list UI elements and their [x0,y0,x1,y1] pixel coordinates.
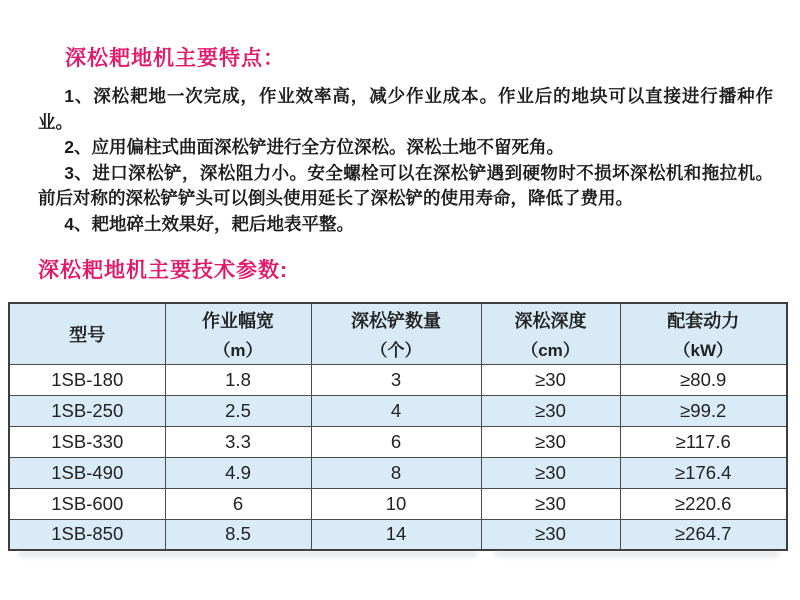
header-cell-power [620,303,787,364]
cell-model: 1SB-490 [9,457,165,488]
header-title: 深松铲数量 [351,310,441,331]
cell-count: 14 [311,519,481,550]
cell-width: 1.8 [165,364,311,395]
header-unit: （m） [213,340,263,360]
table-row [9,488,787,519]
cell-width: 4.9 [165,457,311,488]
header-cell-width [165,303,311,364]
feature-item-3: 3、进口深松铲，深松阻力小。安全螺栓可以在深松铲遇到硬物时不损坏深松机和拖拉机。前后对称的深松铲铲头可以倒头使用延长了深松铲的使用寿命，降低了费用。 [38,162,773,208]
features-paragraphs [38,84,773,237]
cell-model: 1SB-330 [9,426,165,457]
cell-width: 3.3 [165,426,311,457]
header-title: 作业幅宽 [202,310,274,331]
feature-item-4: 4、耙地碎土效果好，耙后地表平整。 [64,213,354,234]
table-row [9,364,787,395]
header-cell-model [9,303,165,364]
cell-count: 3 [311,364,481,395]
cell-power: ≥117.6 [620,426,787,457]
cell-width: 8.5 [165,519,311,550]
cell-model: 1SB-850 [9,519,165,550]
cell-depth: ≥30 [481,519,620,550]
cell-width: 6 [165,488,311,519]
table-row [9,519,787,550]
table-row [9,457,787,488]
header-row [9,303,787,364]
header-title: 深松深度 [514,310,587,331]
header-unit: （个） [370,340,422,360]
feature-item-1: 1、深松耙地一次完成，作业效率高，减少作业成本。作业后的地块可以直接进行播种作业。 [38,86,773,132]
table-row [9,395,787,426]
feature-item-2: 2、应用偏柱式曲面深松铲进行全方位深松。深松土地不留死角。 [64,137,564,157]
cell-model: 1SB-250 [9,395,165,426]
cell-model: 1SB-180 [9,364,165,395]
cell-power: ≥176.4 [620,457,787,488]
specs-heading: 深松耙地机主要技术参数: [38,259,288,282]
cell-power: ≥220.6 [620,488,787,519]
header-title: 型号 [69,324,106,345]
cell-width: 2.5 [165,395,311,426]
header-unit: （cm） [521,340,580,360]
cell-count: 8 [311,457,481,488]
header-cell-depth [481,303,620,364]
cell-power: ≥264.7 [620,519,787,550]
spec-table-header [9,303,787,364]
table-shadow-left [18,551,478,557]
cell-power: ≥99.2 [620,395,787,426]
header-unit: （kW） [673,340,733,360]
cell-depth: ≥30 [481,426,620,457]
header-cell-count [311,303,481,364]
cell-count: 4 [311,395,481,426]
header-title: 配套动力 [667,310,740,331]
cell-depth: ≥30 [481,488,620,519]
cell-depth: ≥30 [481,395,620,426]
cell-depth: ≥30 [481,364,620,395]
cell-count: 6 [311,426,481,457]
cell-model: 1SB-600 [9,488,165,519]
cell-count: 10 [311,488,481,519]
table-shadow-right [494,551,780,557]
table-row [9,426,787,457]
features-heading: 深松耙地机主要特点： [65,47,285,70]
cell-power: ≥80.9 [620,364,787,395]
cell-depth: ≥30 [481,457,620,488]
spec-table [8,302,788,551]
